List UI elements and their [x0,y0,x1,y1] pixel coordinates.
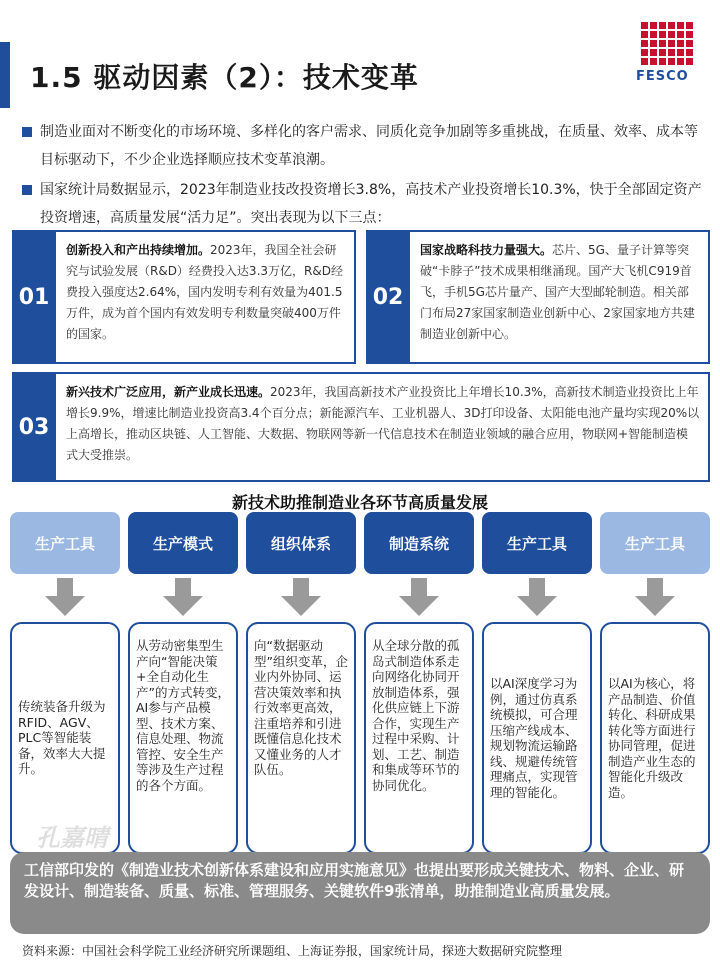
box-body: 2023年，我国高新技术产业投资比上年增长10.3%，高新技术制造业投资比上年增长9.9%，增速比制造业投资高3.4个百分点；新能源汽车、工业机器人、3D打印设备、太阳能电池产量均实现20%以上高增长，推动区块链、人工智能、大数据、物联网等新一代信息技术在制造业领域的融合应用，物联网+智能制造模式大受推崇。 [66,385,700,462]
diagram-column [364,512,474,854]
title-accent-bar [0,42,10,108]
bullet-text: 制造业面对不断变化的市场环境、多样化的客户需求、同质化竞争加剧等多重挑战，在质量、效率、成本等目标驱动下，不少企业选择顺应技术变革浪潮。 [40,124,698,168]
column-body: 向“数据驱动型”组织变革，企业内外协同、运营决策效率和执行效率更高效，注重培养和引进既懂信息化技术又懂业务的人才队伍。 [246,622,356,854]
highlight-box-01 [12,230,356,364]
down-arrow-icon [281,578,321,618]
box-body: 芯片、5G、量子计算等突破“卡脖子”技术成果相继涌现。国产大飞机C919首飞，手机5G芯片量产、国产大型邮轮制造。相关部门布局27家国家制造业创新中心、2家国家地方共建制造业创新中心。 [420,243,695,341]
box-text [420,240,700,345]
square-bullet-icon [22,185,32,195]
column-header: 组织体系 [246,512,356,574]
footer-summary: 工信部印发的《制造业技术创新体系建设和应用实施意见》也提出要形成关键技术、物料、企业、研发设计、制造装备、质量、标准、管理服务、关键软件9张清单，助推制造业高质量发展。 [10,852,710,934]
logo-grid-icon [641,22,698,65]
column-header: 生产工具 [482,512,592,574]
down-arrow-icon [635,578,675,618]
column-body: 传统装备升级为RFID、AGV、PLC等智能装备，效率大大提升。 [10,622,120,854]
bullet-item [22,118,702,174]
column-body: 从劳动密集型生产向“智能决策+全自动化生产”的方式转变，AI参与产品模型、技术方案、信息处理、物流管控、安全生产等涉及生产过程的各个方面。 [128,622,238,854]
column-header: 制造系统 [364,512,474,574]
highlight-box-02 [366,230,710,364]
bullet-item [22,176,702,232]
watermark: 孔嘉晴 [36,824,108,852]
diagram-column [10,512,120,854]
box-text [66,382,700,466]
square-bullet-icon [22,127,32,137]
box-lead: 新兴技术广泛应用，新产业成长迅速。 [66,385,271,399]
diagram-title: 新技术助推制造业各环节高质量发展 [231,493,488,512]
down-arrow-icon [45,578,85,618]
page-title: 1.5 驱动因素（2）：技术变革 [30,61,419,94]
fesco-logo [636,22,698,96]
box-number: 01 [12,230,56,364]
down-arrow-icon [163,578,203,618]
diagram-column [482,512,592,854]
diagram-column [246,512,356,854]
intro-bullets [22,118,702,234]
box-body: 2023年，我国全社会研究与试验发展（R&D）经费投入达3.3万亿，R&D经费投入强度达2.64%，国内发明专利有效量为401.5万件，成为首个国内有效发明专利数量突破400万件的国家。 [66,243,343,341]
box-text [66,240,346,345]
box-lead: 创新投入和产出持续增加。 [66,243,211,257]
column-header: 生产工具 [600,512,710,574]
column-body: 从全球分散的孤岛式制造体系走向网络化协同开放制造体系，强化供应链上下游合作，实现生产过程中采购、计划、工艺、制造和集成等环节的协同优化。 [364,622,474,854]
bullet-text: 国家统计局数据显示，2023年制造业技改投资增长3.8%，高技术产业投资增长10.3%，快于全部固定资产投资增速，高质量发展“活力足”。突出表现为以下三点： [40,182,702,226]
column-header: 生产模式 [128,512,238,574]
diagram-column [600,512,710,854]
down-arrow-icon [399,578,439,618]
box-number: 02 [366,230,410,364]
column-body: 以AI为核心，将产品制造、价值转化、科研成果转化等方面进行协同管理，促进制造产业生态的智能化升级改造。 [600,622,710,854]
highlight-box-03 [12,372,710,482]
down-arrow-icon [517,578,557,618]
column-body: 以AI深度学习为例，通过仿真系统模拟，可合理压缩产线成本、规划物流运输路线、规避传统管理痛点，实现管理的智能化。 [482,622,592,854]
box-number: 03 [12,372,56,482]
box-lead: 国家战略科技力量强大。 [420,243,553,257]
source-note: 资料来源：中国社会科学院工业经济研究所课题组、上海证券报，国家统计局，探迹大数据研究院整理 [22,944,563,958]
logo-text: FESCO [636,69,689,84]
column-header: 生产工具 [10,512,120,574]
diagram-column [128,512,238,854]
